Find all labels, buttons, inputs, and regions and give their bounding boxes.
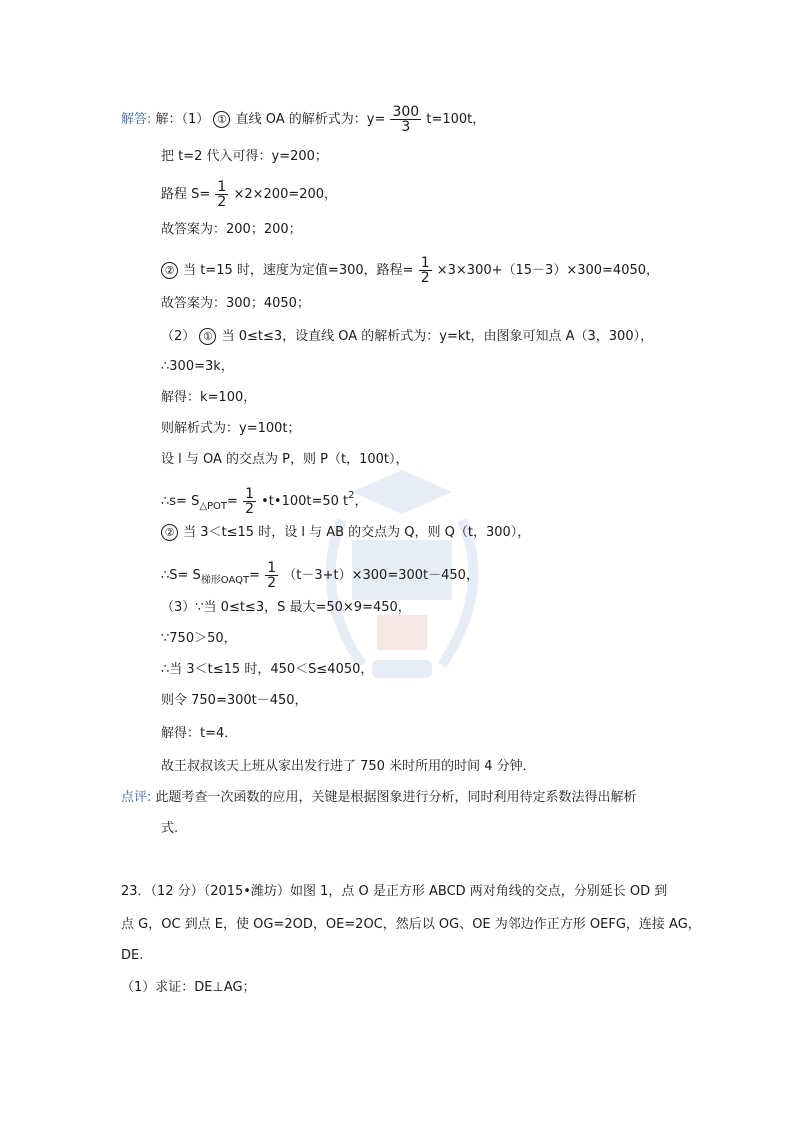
comment-line-2: 式. [161, 821, 179, 836]
t-range-text: 当 3＜t≤15 时，设 l 与 AB 的交点为 Q，则 Q（t，300）， [183, 525, 531, 540]
fraction-one-half [419, 256, 432, 285]
comment-text: 此题考查一次函数的应用，关键是根据图象进行分析，同时利用待定系数法得出解析 [155, 790, 637, 805]
fraction-one-half [215, 180, 228, 209]
question-23-line-1: 23．（12 分）（2015•潍坊）如图 1，点 O 是正方形 ABCD 两对角线的交点，分别延长 OD 到 [121, 884, 668, 899]
line-oa-tail: t=100t， [426, 112, 486, 127]
distance-tail: ×2×200=200， [233, 187, 338, 202]
fraction-one-half [243, 487, 256, 516]
area-pot-subscript: △POT [199, 501, 228, 512]
fraction-numerator: 1 [217, 179, 227, 195]
circled-one-marker: ① [199, 328, 216, 345]
solution-line-15: （3）∵当 0≤t≤3，S 最大=50×9=450， [161, 600, 411, 615]
solution-line-10: 则解析式为：y=100t； [161, 421, 301, 436]
solution-line-4: 故答案为：200；200； [161, 222, 302, 237]
solution-line-18: 则令 750=300t－450， [161, 693, 308, 708]
question-23-line-3: DE. [121, 948, 144, 963]
circled-two-marker: ② [161, 262, 178, 279]
solution-line-6: 故答案为：300；4050； [161, 296, 310, 311]
solution-line-14 [161, 560, 479, 591]
solution-tag: 解答: [121, 112, 152, 127]
part-2-head: （2） [161, 329, 196, 344]
fraction-numerator: 1 [420, 255, 430, 271]
solution-line-2: 把 t=2 代入可得：y=200； [161, 149, 328, 164]
area-pot-head: ∴s= S [161, 494, 200, 509]
solution-line-16: ∵750＞50， [161, 631, 237, 646]
fraction-denominator: 2 [217, 194, 227, 210]
area-trapezoid-head: ∴S= S [161, 568, 201, 583]
fraction-denominator: 2 [267, 575, 277, 591]
fraction-numerator: 1 [267, 560, 277, 576]
fraction-denominator: 3 [401, 119, 411, 135]
t15-head: 当 t=15 时，速度为定值=300，路程= [183, 263, 414, 278]
solution-line-19: 解得：t=4． [161, 726, 238, 741]
fraction-one-half [265, 561, 278, 590]
fraction-denominator: 2 [420, 270, 430, 286]
area-pot-end: ， [354, 494, 368, 509]
solution-line-9: 解得：k=100， [161, 390, 257, 405]
solution-line-13 [161, 523, 530, 543]
solution-line-12 [161, 486, 368, 517]
distance-head: 路程 S= [161, 187, 211, 202]
area-trapezoid-equals: = [249, 568, 261, 583]
fraction-numerator: 300 [392, 104, 420, 120]
comment-tag: 点评: [121, 790, 152, 805]
solution-line-3 [161, 179, 338, 210]
solution-line-11: 设 l 与 OA 的交点为 P，则 P（t，100t）， [161, 452, 409, 467]
t15-tail: ×3×300+（15－3）×300=4050， [436, 263, 660, 278]
area-pot-exponent: 2 [348, 490, 355, 501]
circled-one-marker: ① [213, 111, 230, 128]
area-trapezoid-subscript: 梯形OAQT [200, 575, 250, 586]
area-pot-tail: •t•100t=50 t [261, 494, 349, 509]
solution-line-1 [121, 104, 486, 135]
area-pot-equals: = [227, 494, 238, 509]
solution-line-7 [161, 327, 653, 347]
solution-line-20: 故王叔叔该天上班从家出发行进了 750 米时所用的时间 4 分钟． [161, 759, 536, 774]
part-2-text: 当 0≤t≤3，设直线 OA 的解析式为：y=kt，由图象可知点 A（3，300）， [221, 329, 654, 344]
circled-two-marker: ② [161, 524, 178, 541]
part-1-head: 解：（1） [155, 112, 210, 127]
comment-line-1 [121, 788, 637, 808]
fraction-numerator: 1 [245, 486, 254, 502]
question-23-line-4: （1）求证：DE⊥AG； [121, 980, 256, 995]
solution-line-17: ∴当 3＜t≤15 时，450＜S≤4050， [161, 662, 374, 677]
area-trapezoid-tail: （t－3+t）×300=300t－450， [283, 568, 479, 583]
fraction-300-over-3 [390, 105, 421, 134]
question-23-line-2: 点 G，OC 到点 E，使 OG=2OD，OE=2OC，然后以 OG、OE 为邻边作正方形 OEFG，连接 AG， [121, 917, 701, 932]
solution-line-8: ∴300=3k， [161, 359, 234, 374]
fraction-denominator: 2 [245, 501, 254, 517]
solution-line-5 [161, 255, 660, 286]
line-oa-text: 直线 OA 的解析式为：y= [235, 112, 386, 127]
